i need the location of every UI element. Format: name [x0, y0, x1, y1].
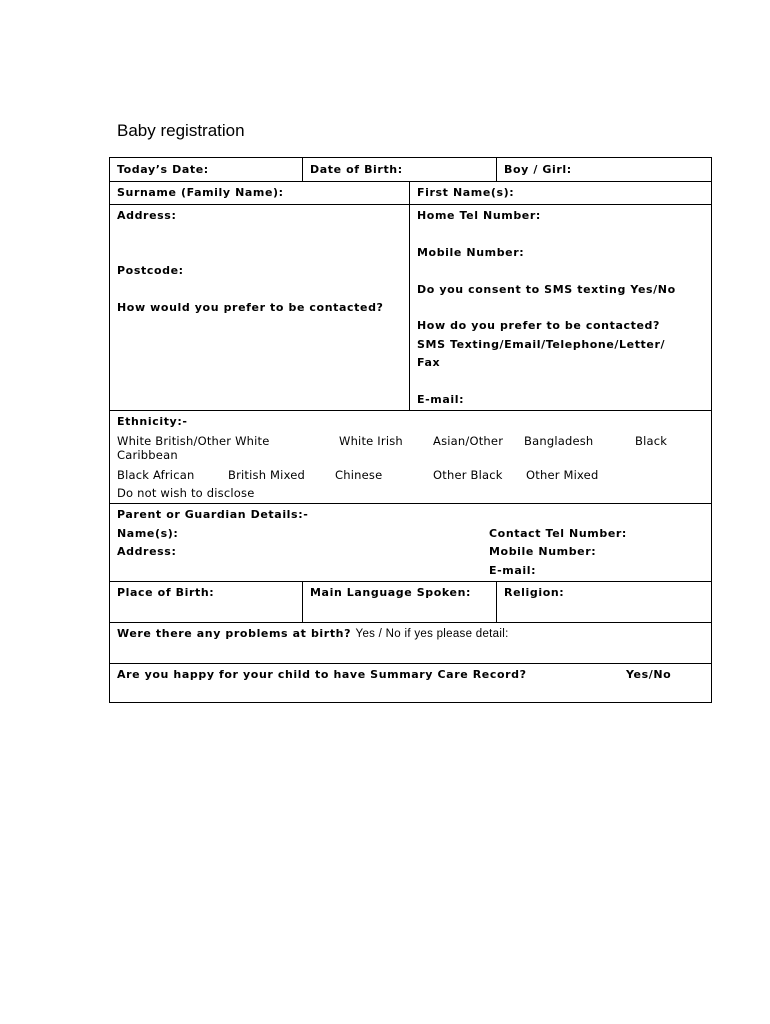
row-divider — [110, 503, 711, 504]
surname-field[interactable]: Surname (Family Name): — [117, 186, 284, 199]
prefer-contact-options: SMS Texting/Email/Telephone/Letter/ — [417, 338, 666, 351]
ethnicity-option[interactable]: Other Mixed — [526, 468, 599, 482]
mobile-field[interactable]: Mobile Number: — [417, 246, 525, 259]
summary-care-answer[interactable]: Yes/No — [626, 668, 672, 681]
ethnicity-option[interactable]: Chinese — [335, 468, 383, 482]
col-divider — [302, 581, 303, 622]
ethnicity-option[interactable]: Other Black — [433, 468, 503, 482]
ethnicity-option[interactable]: British Mixed — [228, 468, 305, 482]
guardian-contact-tel-field[interactable]: Contact Tel Number: — [489, 527, 627, 540]
postcode-field[interactable]: Postcode: — [117, 264, 184, 277]
row-divider — [110, 622, 711, 623]
ethnicity-option[interactable]: White British/Other White — [117, 434, 270, 448]
prefer-contact-options-cont: Fax — [417, 356, 441, 369]
summary-care-question: Are you happy for your child to have Summary Care Record? — [117, 668, 527, 681]
col-divider — [409, 181, 410, 410]
col-divider — [496, 581, 497, 622]
col-divider — [496, 158, 497, 181]
prefer-contact-label: How do you prefer to be contacted? — [417, 319, 660, 332]
page-title: Baby registration — [117, 121, 245, 140]
contact-preference-field[interactable]: How would you prefer to be contacted? — [117, 301, 384, 314]
ethnicity-option[interactable]: Do not wish to disclose — [117, 486, 255, 500]
email-field[interactable]: E-mail: — [417, 393, 465, 406]
main-language-field[interactable]: Main Language Spoken: — [310, 586, 472, 599]
col-divider — [302, 158, 303, 181]
sms-consent-field[interactable]: Do you consent to SMS texting Yes/No — [417, 283, 676, 296]
ethnicity-option[interactable]: Asian/Other — [433, 434, 504, 448]
ethnicity-option-wrap: Caribbean — [117, 448, 178, 462]
registration-form — [109, 157, 712, 703]
ethnicity-heading: Ethnicity:- — [117, 415, 188, 428]
guardian-names-field[interactable]: Name(s): — [117, 527, 179, 540]
guardian-heading: Parent or Guardian Details:- — [117, 508, 309, 521]
todays-date-field[interactable]: Today’s Date: — [117, 163, 209, 176]
guardian-mobile-field[interactable]: Mobile Number: — [489, 545, 597, 558]
birth-problems-question — [117, 627, 509, 641]
row-divider — [110, 663, 711, 664]
ethnicity-option[interactable]: Bangladesh — [524, 434, 594, 448]
ethnicity-option[interactable]: Black African — [117, 468, 195, 482]
birth-problems-answer[interactable]: Yes / No if yes please detail: — [355, 628, 509, 640]
home-tel-field[interactable]: Home Tel Number: — [417, 209, 541, 222]
ethnicity-option[interactable]: Black — [635, 434, 668, 448]
guardian-address-field[interactable]: Address: — [117, 545, 177, 558]
guardian-email-field[interactable]: E-mail: — [489, 564, 537, 577]
first-names-field[interactable]: First Name(s): — [417, 186, 515, 199]
address-field[interactable]: Address: — [117, 209, 177, 222]
ethnicity-option[interactable]: White Irish — [339, 434, 403, 448]
row-divider — [110, 410, 711, 411]
boy-girl-field[interactable]: Boy / Girl: — [504, 163, 572, 176]
religion-field[interactable]: Religion: — [504, 586, 565, 599]
date-of-birth-field[interactable]: Date of Birth: — [310, 163, 403, 176]
row-divider — [110, 204, 711, 205]
row-divider — [110, 581, 711, 582]
row-divider — [110, 181, 711, 182]
birth-problems-label: Were there any problems at birth? — [117, 627, 352, 640]
place-of-birth-field[interactable]: Place of Birth: — [117, 586, 215, 599]
